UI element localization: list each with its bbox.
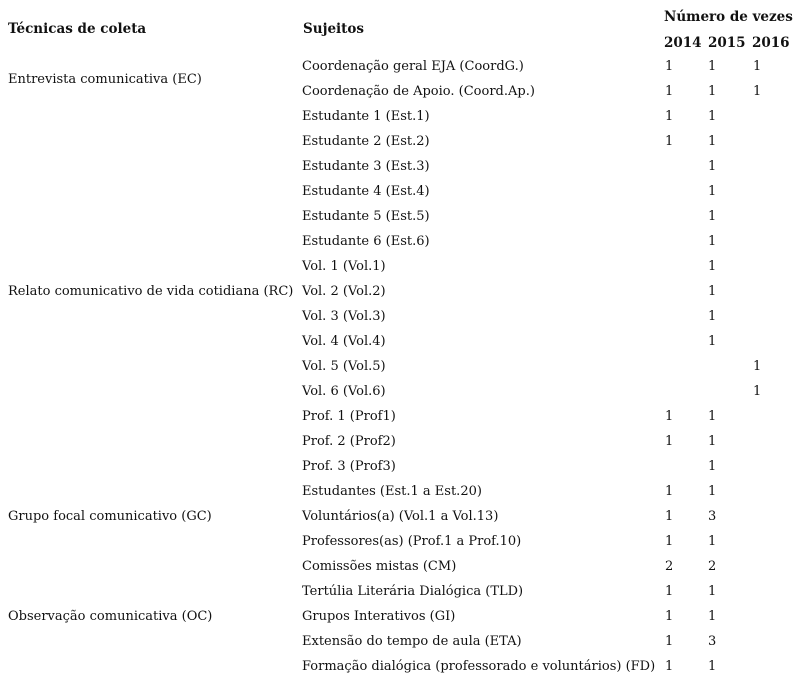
table-cell-y2014: 1	[665, 584, 674, 599]
table-cell-y2015: 2	[708, 559, 717, 574]
table-row-subject: Coordenação de Apoio. (Coord.Ap.)	[302, 84, 535, 99]
table-cell-y2015: 3	[708, 634, 717, 649]
table-row-subject: Vol. 5 (Vol.5)	[302, 359, 386, 374]
table-row-subject: Prof. 1 (Prof1)	[302, 409, 396, 424]
table-cell-y2015: 1	[708, 484, 717, 499]
table-cell-y2015: 1	[708, 109, 717, 124]
table-cell-y2014: 1	[665, 59, 674, 74]
header-techniques: Técnicas de coleta	[8, 21, 147, 37]
table-cell-y2016: 1	[753, 359, 762, 374]
table-cell-y2015: 1	[708, 284, 717, 299]
table-cell-y2015: 1	[708, 159, 717, 174]
technique-label: Grupo focal comunicativo (GC)	[8, 509, 212, 524]
table-cell-y2016: 1	[753, 59, 762, 74]
table-cell-y2015: 1	[708, 184, 717, 199]
table-cell-y2015: 1	[708, 659, 717, 674]
table-cell-y2014: 1	[665, 434, 674, 449]
header-year-2014: 2014	[664, 35, 702, 51]
technique-label: Relato comunicativo de vida cotidiana (RC)	[8, 284, 294, 299]
table-cell-y2015: 1	[708, 134, 717, 149]
header-count-group: Número de vezes	[664, 9, 793, 25]
table-row-subject: Comissões mistas (CM)	[302, 559, 457, 574]
table-cell-y2015: 1	[708, 584, 717, 599]
table-row-subject: Estudante 5 (Est.5)	[302, 209, 430, 224]
table-cell-y2015: 1	[708, 434, 717, 449]
table-row-subject: Estudante 4 (Est.4)	[302, 184, 430, 199]
table-cell-y2015: 1	[708, 209, 717, 224]
table-row-subject: Vol. 4 (Vol.4)	[302, 334, 386, 349]
technique-label: Entrevista comunicativa (EC)	[8, 71, 202, 87]
table-cell-y2015: 1	[708, 59, 717, 74]
table-cell-y2014: 1	[665, 634, 674, 649]
table-row-subject: Prof. 2 (Prof2)	[302, 434, 396, 449]
table-row-subject: Estudante 2 (Est.2)	[302, 134, 430, 149]
table-cell-y2014: 1	[665, 484, 674, 499]
table-cell-y2015: 1	[708, 309, 717, 324]
table-cell-y2014: 1	[665, 109, 674, 124]
table-row-subject: Professores(as) (Prof.1 a Prof.10)	[302, 534, 522, 549]
header-subjects: Sujeitos	[303, 21, 365, 37]
table-row-subject: Tertúlia Literária Dialógica (TLD)	[302, 584, 524, 599]
table-cell-y2014: 1	[665, 84, 674, 99]
table-cell-y2014: 1	[665, 609, 674, 624]
table-row-subject: Vol. 3 (Vol.3)	[302, 309, 386, 324]
table-row-subject: Coordenação geral EJA (CoordG.)	[302, 59, 524, 74]
table-cell-y2015: 1	[708, 234, 717, 249]
table-cell-y2016: 1	[753, 84, 762, 99]
table-cell-y2014: 1	[665, 409, 674, 424]
table-cell-y2014: 1	[665, 134, 674, 149]
table-cell-y2015: 3	[708, 509, 717, 524]
table-row-subject: Estudante 3 (Est.3)	[302, 159, 430, 174]
table-row-subject: Extensão do tempo de aula (ETA)	[302, 634, 522, 649]
header-year-2016: 2016	[752, 35, 790, 51]
table-cell-y2014: 1	[665, 534, 674, 549]
table-row-subject: Prof. 3 (Prof3)	[302, 459, 396, 474]
table-cell-y2015: 1	[708, 84, 717, 99]
table-cell-y2015: 1	[708, 609, 717, 624]
table-row-subject: Vol. 2 (Vol.2)	[302, 284, 386, 299]
table-cell-y2015: 1	[708, 409, 717, 424]
table-row-subject: Vol. 6 (Vol.6)	[302, 384, 386, 399]
table-cell-y2015: 1	[708, 259, 717, 274]
table-cell-y2016: 1	[753, 384, 762, 399]
table-row-subject: Vol. 1 (Vol.1)	[302, 259, 386, 274]
table-cell-y2014: 2	[665, 559, 674, 574]
table-row-subject: Estudante 1 (Est.1)	[302, 109, 430, 124]
table-cell-y2014: 1	[665, 509, 674, 524]
table-cell-y2014: 1	[665, 659, 674, 674]
table-cell-y2015: 1	[708, 459, 717, 474]
table-row-subject: Voluntários(a) (Vol.1 a Vol.13)	[302, 509, 499, 524]
header-year-2015: 2015	[708, 35, 746, 51]
table-cell-y2015: 1	[708, 334, 717, 349]
table-cell-y2015: 1	[708, 534, 717, 549]
table-row-subject: Estudantes (Est.1 a Est.20)	[302, 484, 482, 499]
table-row-subject: Grupos Interativos (GI)	[302, 609, 456, 624]
technique-label: Observação comunicativa (OC)	[8, 609, 213, 624]
table-row-subject: Estudante 6 (Est.6)	[302, 234, 430, 249]
table-row-subject: Formação dialógica (professorado e voluntários) (FD)	[302, 659, 656, 674]
